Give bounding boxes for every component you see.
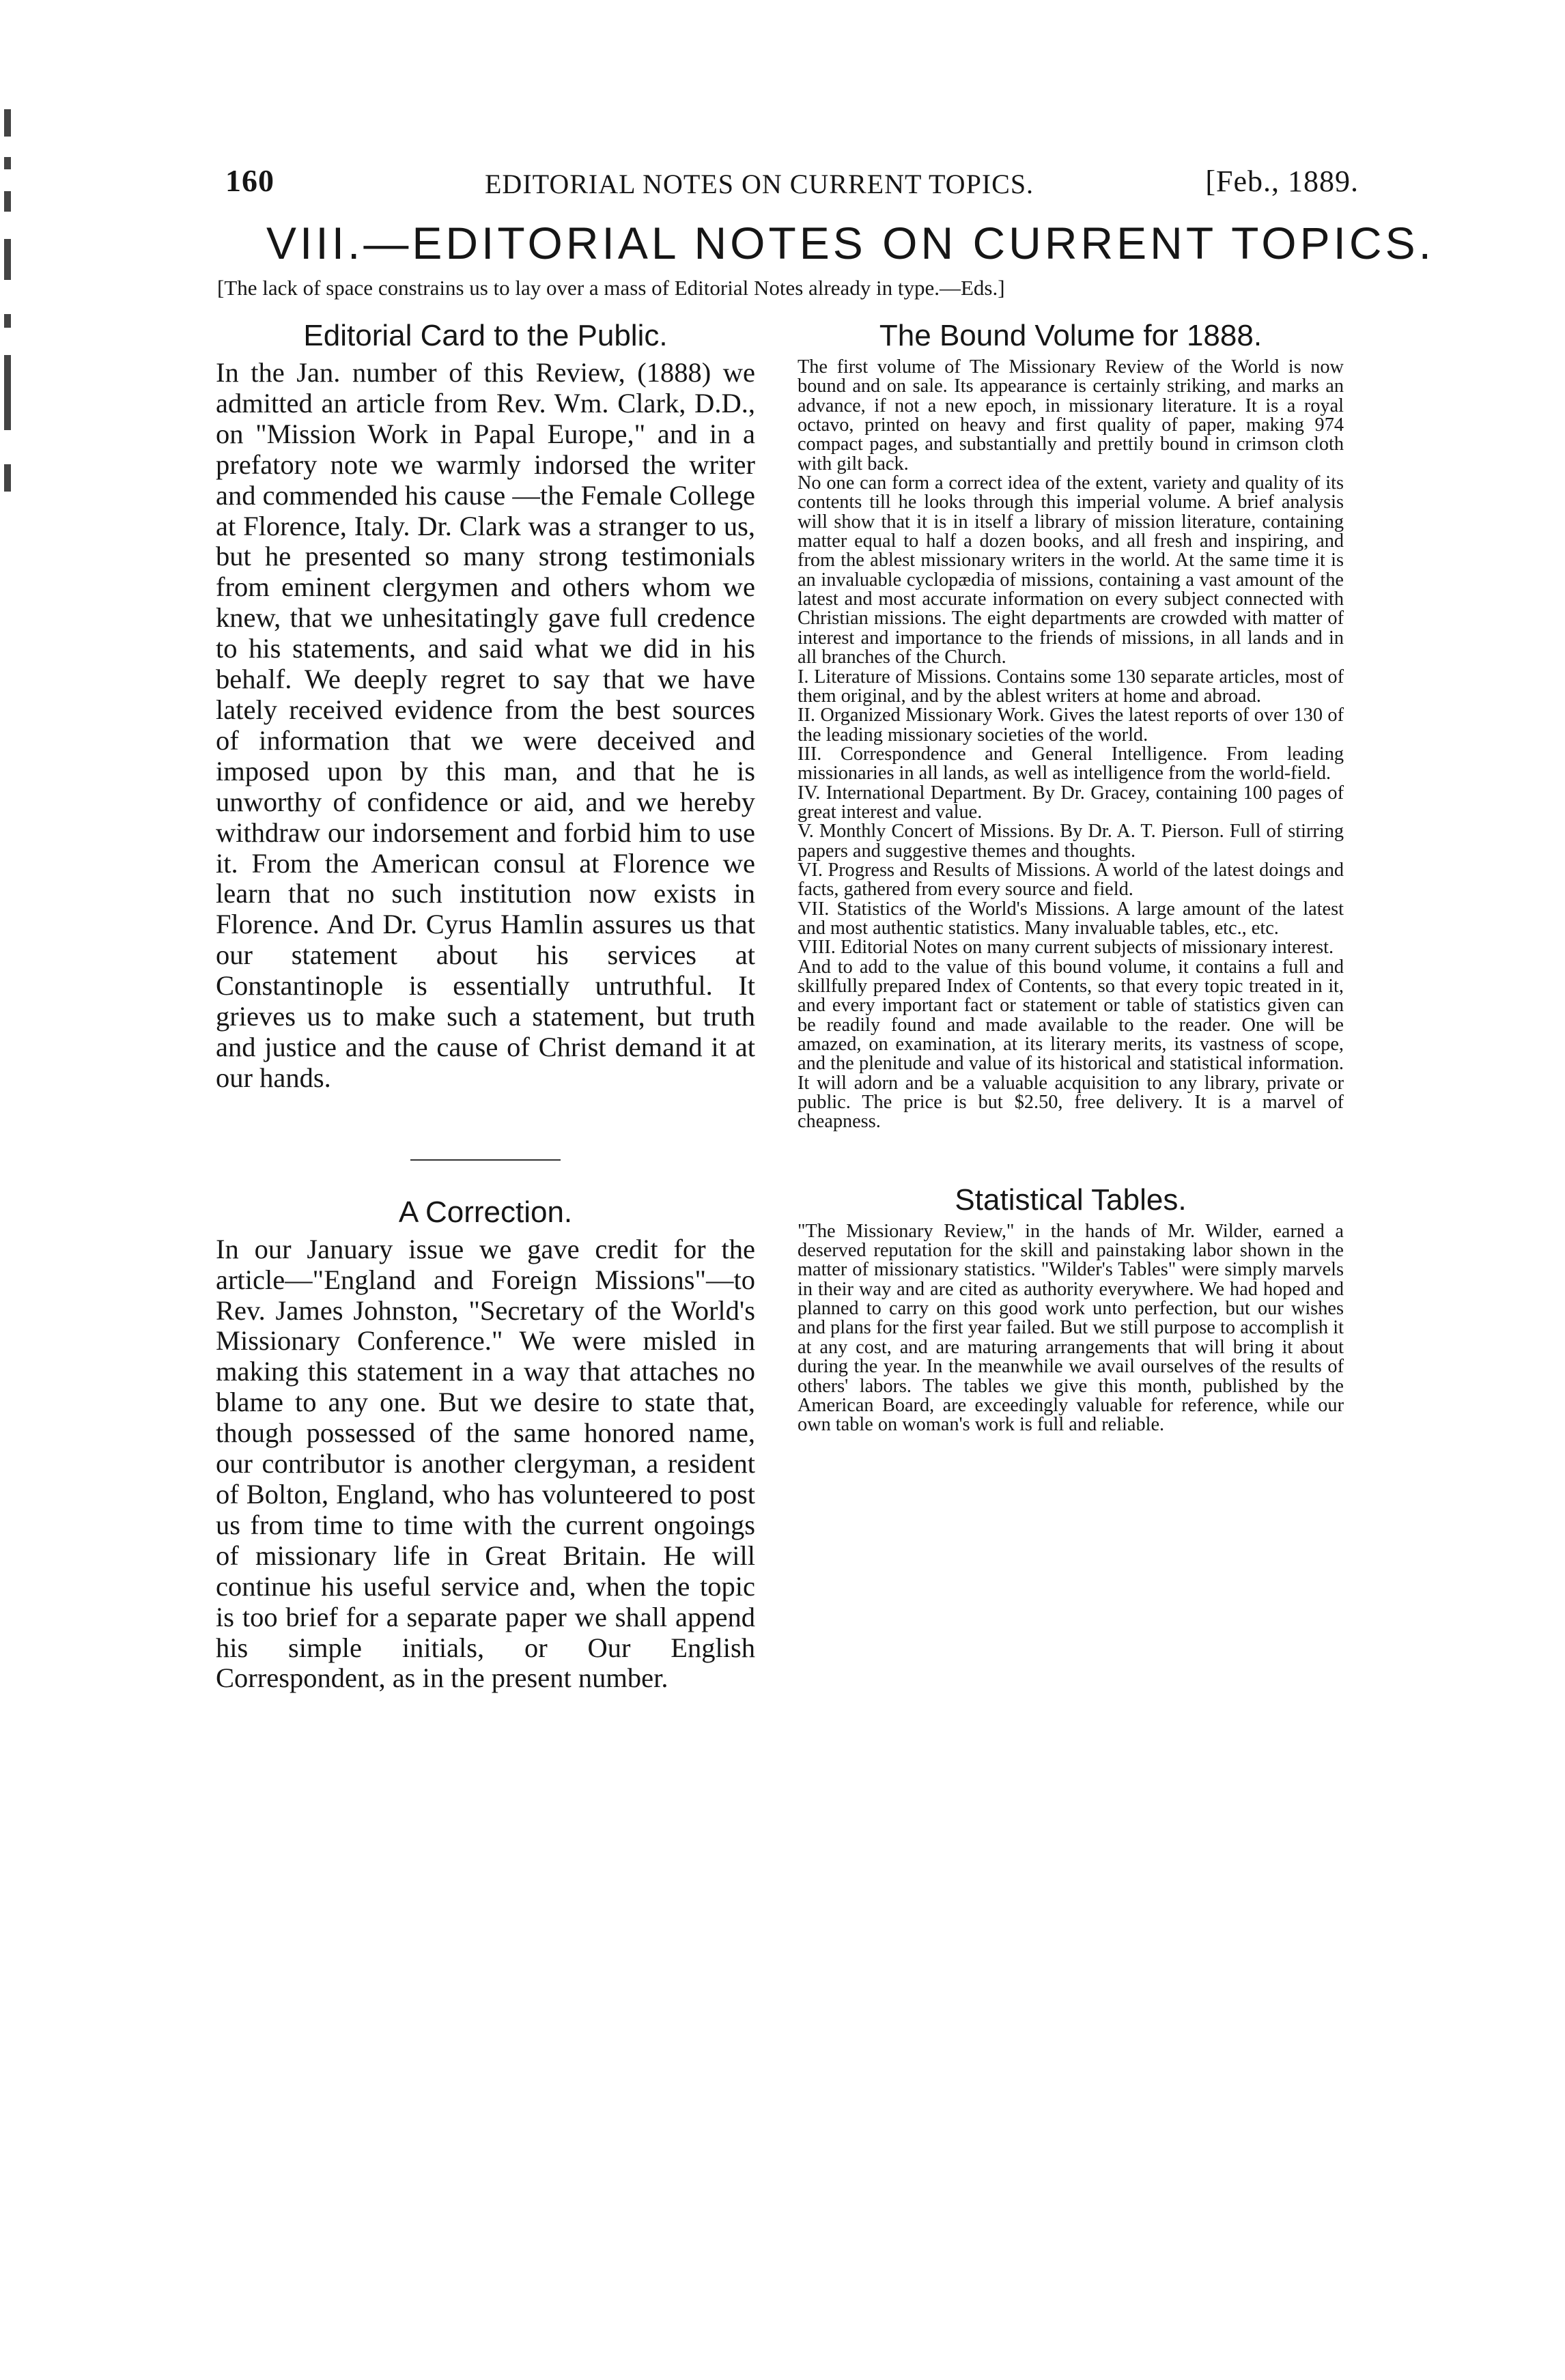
department-item: VIII. Editorial Notes on many current subjects of missionary interest. — [798, 937, 1334, 959]
department-item: VI. Progress and Results of Missions. A world of the latest doings and facts, gathered from every source and field. — [798, 859, 1344, 901]
card-text: In the Jan. number of this Review, (1888) we admitted an article from Rev. Wm. Clark, D.D., on "Mission Work in Papal Europe," and in a prefatory note we warmly indorsed the writer and commended his cause —the Female College at Florence, Italy. Dr. Clark was a stranger to us, but he presented so many strong testimonials from eminent clergymen and others whom we knew, that we unhesitatingly gave full credence to his statements, and said what we did in his behalf. We deeply regret to say that we have lately received evidence from the best sources of information that we were deceived and imposed upon by this man, and that he is unworthy of confidence or aid, and we hereby withdraw our indorsement and forbid him to use it. From the American consul at Florence we learn that no such institution now exists in Florence. And Dr. Cyrus Hamlin assures us that our statement about his services at Constantinople is essentially untruthful. It grieves us to make such a statement, but truth and justice and the cause of Christ demand it at our hands. — [216, 357, 755, 1093]
department-item: I. Literature of Missions. Contains some 130 separate articles, most of them original, and by the ablest writers at home and abroad. — [798, 666, 1344, 707]
section-gap — [798, 1132, 1344, 1178]
statistical-tables-heading: Statistical Tables. — [955, 1182, 1187, 1217]
left-column — [216, 314, 755, 1694]
bound-volume-body: No one can form a correct idea of the extent, variety and quality of its contents till he looks through this imperial volume. A brief analysis will show that it is in itself a library of mission literature, containing matter equal to half a dozen books, and all fresh and inspiring, and from the ablest missionary writers in the world. At the same time it is an invaluable cyclopædia of missions, containing a vast amount of the latest and most accurate information on every subject connected with Christian missions. The eight departments are crowded with matter of interest and importance to the friends of missions, in all lands and in all branches of the Church. — [798, 472, 1344, 668]
statistical-tables-text: "The Missionary Review," in the hands of Mr. Wilder, earned a deserved reputation for the skill and painstaking labor shown in the matter of missionary statistics. "Wilder's Tables" were simply marvels in their way and are cited as authority everywhere. We had hoped and planned to carry on this good work unto perfection, but our wishes and plans for the first year failed. But we still purpose to accomplish it at any cost, and are maturing arrangements that will bring it about during the year. In the meanwhile we avail ourselves of the results of others' labors. The tables we give this month, published by the American Board, are exceedingly valuable for reference, while our own table on woman's work is full and reliable. — [798, 1220, 1344, 1436]
department-item: VII. Statistics of the World's Missions. A large amount of the latest and most authentic statistics. Many invaluable tables, etc., etc. — [798, 898, 1344, 939]
bound-volume-intro: The first volume of The Missionary Review of the World is now bound and on sale. Its appearance is certainly striking, and marks an advance, if not a new epoch, in missionary literature. It is a royal octavo, printed on heavy and first quality of paper, making 974 compact pages, and substantially and prettily bound in crimson cloth with gilt back. — [798, 356, 1344, 474]
running-title: EDITORIAL NOTES ON CURRENT TOPICS. — [485, 169, 1034, 199]
section-title: VIII.—EDITORIAL NOTES ON CURRENT TOPICS. — [266, 218, 1435, 268]
department-item: V. Monthly Concert of Missions. By Dr. A. T. Pierson. Full of stirring papers and suggestive themes and thoughts. — [798, 821, 1344, 862]
editor-note: [The lack of space constrains us to lay over a mass of Editorial Notes already in type.—Eds.] — [217, 276, 1005, 300]
issue-date: [Feb., 1889. — [1205, 165, 1359, 198]
scan-edge-marks — [0, 109, 16, 533]
right-column — [798, 314, 1344, 1435]
correction-heading: A Correction. — [398, 1195, 573, 1229]
departments-list — [798, 668, 1344, 958]
department-item: II. Organized Missionary Work. Gives the latest reports of over 130 of the leading missionary societies of the world. — [798, 705, 1344, 746]
department-item: IV. International Department. By Dr. Gracey, containing 100 pages of great interest and value. — [798, 782, 1344, 823]
section-divider — [410, 1159, 561, 1161]
bound-volume-heading: The Bound Volume for 1888. — [879, 319, 1263, 352]
card-heading: Editorial Card to the Public. — [303, 319, 668, 352]
correction-text: In our January issue we gave credit for the article—"England and Foreign Missions"—to Rev. James Johnston, "Secretary of the World's Missionary Conference." We were misled in making this statement in a way that attaches no blame to any one. But we desire to state that, though possessed of the same honored name, our contributor is another clergyman, a resident of Bolton, England, who has volunteered to post us from time to time with the current ongoings of missionary life in Great Britain. He will continue his useful service and, when the topic is too brief for a separate paper we shall append his simple initials, or Our English Correspondent, as in the present number. — [216, 1233, 755, 1694]
bound-volume-closing: And to add to the value of this bound volume, it contains a full and skillfully prepared Index of Contents, so that every topic treated in it, and every important fact or statement or table of statistics given can be readily found and made available to the reader. One will be amazed, on examination, at its literary merits, its vastness of scope, and the plenitude and value of its historical and statistical information. It will adorn and be a valuable acquisition to any library, private or public. The price is but $2.50, free delivery. It is a marvel of cheapness. — [798, 956, 1344, 1133]
running-head — [225, 162, 1359, 210]
page-number: 160 — [225, 163, 274, 198]
department-item: III. Correspondence and General Intelligence. From leading missionaries in all lands, as well as intelligence from the world-field. — [798, 743, 1344, 784]
